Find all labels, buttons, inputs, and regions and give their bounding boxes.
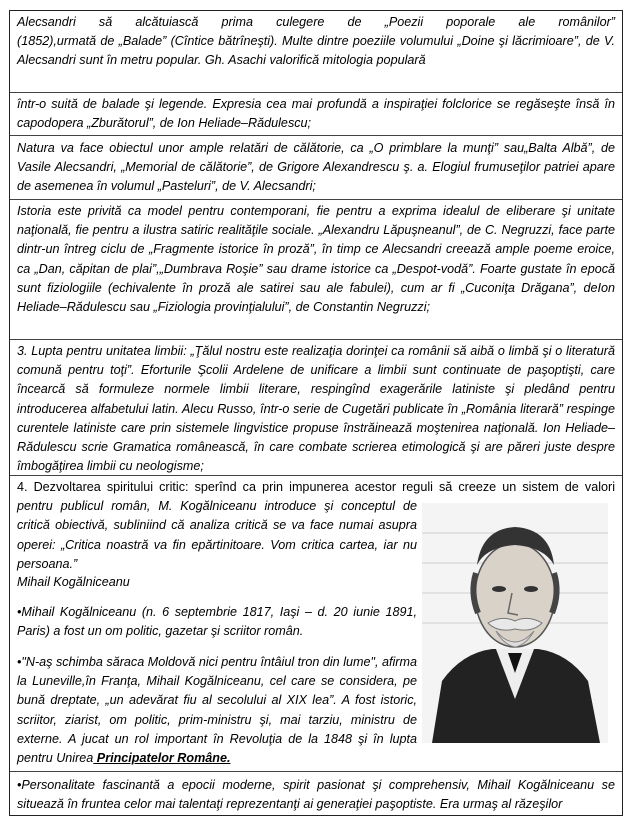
paragraph-nature: Natura va face obiectul unor ample relatări de călătorie, ca „O primblare la munţi” sau„Balta Albă”, de Vasile Alecsandri, „Memorial de călătorie”, de Grigore Alexandrescu ş. a. Elogiul frumuseţilor patriei apare de asemenea în volumul „Pasteluri”, de V. Alecsandri; [17,141,615,194]
paragraph-history: Istoria este privită ca model pentru contemporani, fie pentru a exprima idealul de eliberare şi unitate naţională, fie pentru a ilustra satiric realităţile sociale. „Alexandru Lăpuşneanul”, de C. Negruzzi, face parte dintr-un întreg ciclu de „Fragmente istorice în proză”, în timp ce Alecsandri creează ample poeme eroice, ca „Dan, căpitan de plai”,„Dumbrava Roşie” sau drame istorice ca „Despot-vodă”. Foarte gustate în epocă sunt fiziologiile (echivalente în proză ale satirei sau ale fabulei), cum ar fi „Cuconiţa Drăgana”, deIon Heliade–Rădulescu sau „Fiziologia provinţialului”, de Constantin Negruzzi; [17,204,615,315]
divider [10,135,622,136]
divider [10,339,622,340]
divider [10,92,622,93]
paragraph-language-unity: 3. Lupta pentru unitatea limbii: „Ţălul nostru este realizaţia dorinţei ca românii să aibă o limbă şi o literatură comună pentru toţi”. Eforturile Şcolii Ardelene de unificare a limbii sunt continuate de paşoptişti, care încearcă să formuleze normele limbii literare, respingînd exagerările latiniste şi pledând pentru introducerea alfabetului latin. Alecu Russo, într-o serie de Cugetări publicate în „România literară” respinge curentele latiniste care prin sistemele lingvistice propuse înstrăinează moştenirea naţională. Ion Heliade–Rădulescu scrie Gramatica românească, în care combate scrierea etimologică şi are păreri juste despre îmbogăţirea limbii cu neologisme; [17,344,615,474]
section-heading: Mihail Kogălniceanu [17,575,130,589]
divider [10,475,622,476]
portrait-image [422,503,608,743]
bio-quote-paragraph [17,653,417,768]
bio-text: •"N-aş schimba săraca Moldovă nici pentru întâiul tron din lume", afirma la Luneville,în Franţa, Mihail Kogălniceanu, cel care se considera, pe bună dreptate, „un adevărat fiu al secolului al XIX lea”. A fost istoric, scriitor, ziarist, om politic, prim-ministru şi, mai tarziu, ministru de externe. A jucat un rol important în Revoluţia de la 1848 şi în lupta pentru Unirea [17,655,417,766]
divider [10,199,622,200]
principalities-link[interactable]: Principatelor Române. [93,751,231,766]
bio-personality-paragraph: •Personalitate fascinantă a epocii moderne, spirit pasionat şi comprehensiv, Mihail Kogălniceanu se situează în fruntea celor mai talentaţi reprezentanţi ai generaţiei paşoptiste. Era urmaş al răzeşilor [17,778,615,812]
paragraph-text: pentru publicul român, M. Kogălniceanu introduce şi conceptul de critică obiectivă, subliniind că analiza critică se va face numai asupra operei: „Critica noastră va fin epărtinitoare. Vom critica cartea, iar nu persoana.” [17,499,417,571]
divider [10,771,622,772]
paragraph-zburatorul: într-o suită de balade şi legende. Expresia cea mai profundă a inspiraţiei folclorice se regăseşte însă în capodopera „Zburătorul”, de Ion Heliade–Rădulescu; [17,97,615,131]
paragraph-collections [17,13,615,71]
bio-birth-death: •Mihail Kogălniceanu (n. 6 septembrie 1817, Iaşi – d. 20 iunie 1891, Paris) a fost un om politic, gazetar şi scriitor român. [17,605,417,639]
paragraph-text: (1852),urmată de „Balade” (Cîntice bătrîneşti). Multe dintre poeziile volumului „Doine şi lăcrimioare”, de V. Alecsandri sunt în metru popular. Gh. Asachi valorifică mitologia populară [17,34,615,68]
paragraph-line: 4. Dezvoltarea spiritului critic: sperînd ca prin impunerea acestor reguli să creeze un sistem de valori [17,480,615,494]
document-page [9,10,623,816]
paragraph-line: Alecsandri să alcătuiască prima culegere de „Poezii poporale ale românilor” [17,15,615,29]
